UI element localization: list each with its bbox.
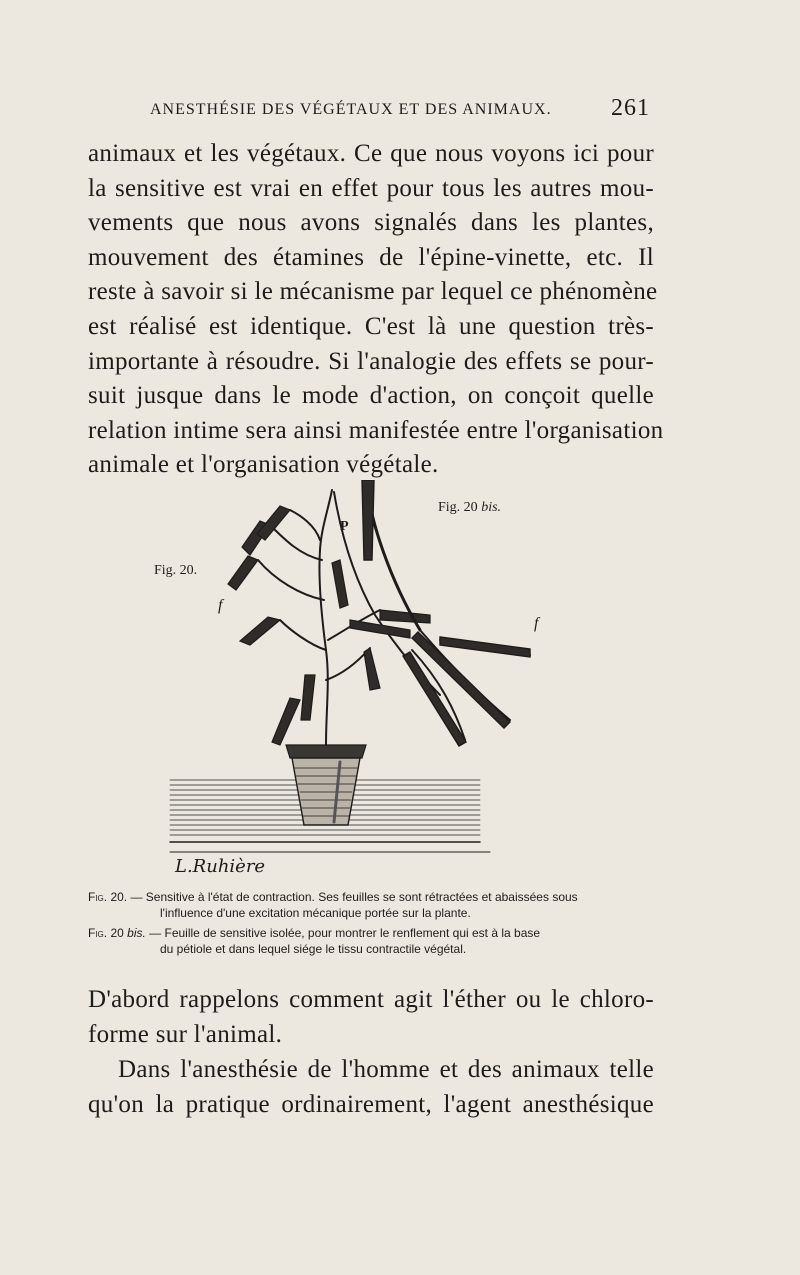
leaf-clusters	[228, 506, 430, 745]
text-line: qu'on la pratique ordinairement, l'agent anesthésique	[88, 1091, 654, 1118]
figure-caption-fig20bis	[88, 925, 648, 957]
figure-label-fig20bis-num: Fig. 20	[438, 500, 478, 515]
text-line: est réalisé est identique. C'est là une question très-	[88, 312, 654, 340]
text-line: forme sur l'animal.	[88, 1021, 283, 1048]
figure-label-fig20: Fig. 20.	[154, 563, 198, 578]
text-line: vements que nous avons signalés dans les plantes,	[88, 209, 654, 237]
page-number: 261	[611, 95, 650, 121]
sensitive-plant-illustration	[150, 480, 550, 880]
paragraph-1	[88, 137, 664, 483]
caption-label-bis: bis.	[127, 926, 146, 940]
figure-letter-p: P	[340, 519, 349, 534]
caption-label: Fig. 20.	[88, 890, 128, 904]
text-line: reste à savoir si le mécanisme par lequel ce phénomène	[88, 278, 658, 306]
figure-letter-f-right: f	[534, 615, 539, 632]
caption-text: — Sensitive à l'état de contraction. Ses feuilles se sont rétractées et abaissées sous	[130, 890, 578, 904]
text-line: mouvement des étamines de l'épine-vinette, etc. Il	[88, 243, 654, 271]
engraver-signature: L.Ruhière	[175, 856, 266, 877]
running-head-title: ANESTHÉSIE DES VÉGÉTAUX ET DES ANIMAUX.	[150, 101, 552, 118]
text-line: animaux et les végétaux. Ce que nous voyons ici pour	[88, 140, 654, 167]
paragraph-2	[88, 982, 654, 1122]
caption-line: du pétiole et dans lequel siége le tissu contractile végétal.	[160, 942, 467, 956]
caption-line	[88, 925, 648, 941]
flower-pot	[286, 745, 366, 825]
text-line: Dans l'anesthésie de l'homme et des animaux telle	[118, 1056, 654, 1083]
figure-label-fig20bis-bis: bis.	[481, 500, 502, 515]
figure-caption-fig20	[88, 889, 648, 921]
text-line: relation intime sera ainsi manifestée entre l'organisation	[88, 416, 664, 444]
sensitive-plant-figure	[150, 480, 550, 880]
text-line: animale et l'organisation végétale.	[88, 451, 439, 479]
text-line: importante à résoudre. Si l'analogie des effets se pour-	[88, 347, 654, 375]
figure-letter-f-left: f	[218, 597, 223, 614]
caption-text: — Feuille de sensitive isolée, pour montrer le renflement qui est à la base	[149, 926, 541, 940]
caption-line	[88, 889, 648, 905]
figure-label-fig20bis	[438, 500, 501, 516]
text-line: D'abord rappelons comment agit l'éther ou le chloro-	[88, 986, 654, 1013]
caption-label: Fig. 20	[88, 926, 124, 940]
text-line: suit jusque dans le mode d'action, on conçoit quelle	[88, 382, 654, 410]
text-line: la sensitive est vrai en effet pour tous les autres mou-	[88, 174, 654, 202]
caption-line: l'influence d'une excitation mécanique portée sur la plante.	[160, 906, 471, 920]
